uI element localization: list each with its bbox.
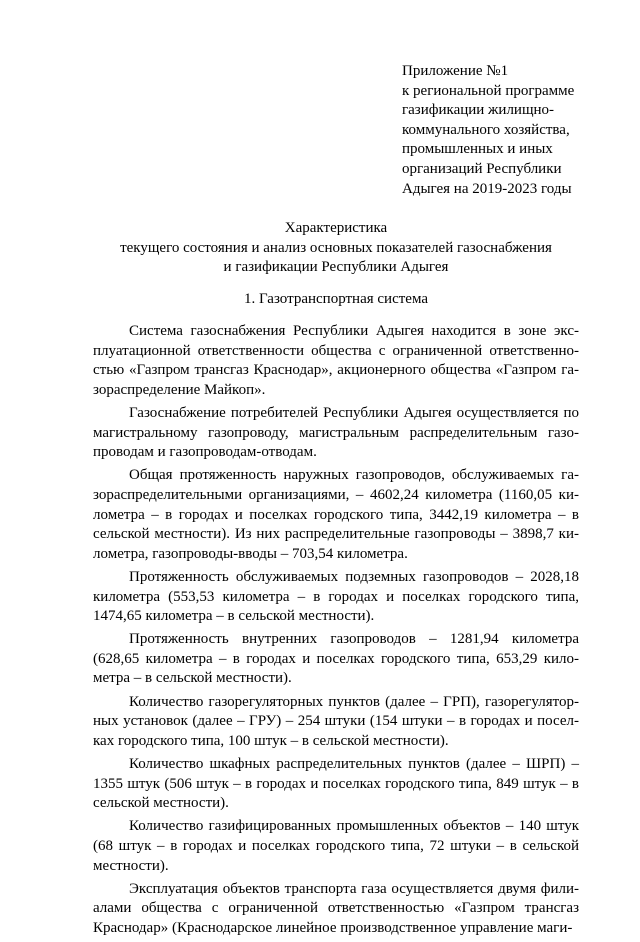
paragraph — [93, 755, 579, 814]
paragraph-line: лометра, газопроводы-вводы – 703,54 километра. — [93, 545, 408, 562]
paragraph-line: Краснодар» (Краснодарское линейное производственное управление маги- — [93, 919, 573, 936]
paragraph — [93, 880, 579, 939]
paragraph-line: зораспределительными организациями, – 4602,24 километра (1160,05 ки- — [93, 486, 579, 503]
appendix-line: Адыгея на 2019-2023 годы — [402, 180, 572, 197]
paragraph-line: километра (553,53 километра – в городах и поселках городского типа, — [93, 588, 579, 605]
paragraph-line: (628,65 километра – в городах и поселках городского типа, 653,29 кило- — [93, 650, 579, 667]
title-line: и газификации Республики Адыгея — [223, 259, 449, 276]
paragraph — [93, 568, 579, 627]
paragraph-line: Количество газорегуляторных пунктов (далее – ГРП), газорегулятор- — [129, 693, 579, 710]
paragraph-line: зораспределение Майкоп». — [93, 381, 266, 398]
paragraph-line: местности). — [93, 857, 169, 874]
title-line: Характеристика — [284, 220, 388, 236]
appendix-line: к региональной программе — [402, 82, 575, 99]
paragraph-line: магистральному газопроводу, магистральным распределительным газо- — [93, 424, 579, 441]
paragraph-line: (68 штук – в городах и поселках городского типа, 72 штуки – в сельской — [93, 838, 579, 854]
paragraph-line: стью «Газпром трансгаз Краснодар», акционерного общества «Газпром га- — [93, 362, 579, 379]
paragraph-line: Газоснабжение потребителей Республики Адыгея осуществляется по — [129, 404, 579, 421]
paragraph-line: Количество газифицированных промышленных объектов – 140 штук — [129, 818, 579, 835]
document-body — [93, 322, 579, 942]
paragraph-line: Протяженность внутренних газопроводов – 1281,94 километра — [129, 631, 579, 648]
appendix-header — [402, 62, 578, 199]
paragraph-line: 1474,65 километра – в сельской местности). — [93, 608, 375, 625]
paragraph — [93, 466, 579, 564]
paragraph-line: метра – в сельской местности). — [93, 670, 292, 687]
paragraph — [93, 693, 579, 752]
appendix-line: промышленных и иных — [402, 141, 553, 158]
appendix-line: коммунального хозяйства, — [402, 121, 570, 138]
paragraph — [93, 630, 579, 689]
paragraph — [93, 404, 579, 463]
paragraph-line: Эксплуатация объектов транспорта газа осуществляется двумя фили- — [129, 880, 579, 897]
paragraph-line: алами общества с ограниченной ответственностью «Газпром трансгаз — [93, 900, 579, 917]
paragraph-line: Общая протяженность наружных газопроводов, обслуживаемых га- — [129, 467, 579, 484]
appendix-line: Приложение №1 — [402, 63, 509, 79]
section-heading: 1. Газотранспортная система — [244, 291, 428, 307]
document-title — [100, 219, 572, 278]
paragraph-line: Протяженность обслуживаемых подземных газопроводов – 2028,18 — [129, 568, 579, 585]
appendix-line: организаций Республики — [402, 160, 562, 177]
paragraph-line: Система газоснабжения Республики Адыгея находится в зоне экс- — [129, 323, 579, 339]
paragraph-line: сельской местности). — [93, 795, 229, 812]
paragraph-line: ках городского типа, 100 штук – в сельской местности). — [93, 732, 449, 749]
paragraph-line: ных установок (далее – ГРУ) – 254 штуки (154 штуки – в городах и посел- — [93, 713, 579, 730]
paragraph-line: лометра – в городах и поселках городского типа, 3442,19 километра – в — [93, 506, 579, 523]
paragraph — [93, 322, 579, 400]
paragraph-line: плуатационной ответственности общества с ограниченной ответственно- — [93, 342, 579, 359]
paragraph-line: сельской местности). Из них распределительные газопроводы – 3898,7 ки- — [93, 526, 579, 543]
paragraph-line: проводам и газопроводам-отводам. — [93, 444, 317, 461]
appendix-line: газификации жилищно- — [402, 102, 555, 119]
title-line: текущего состояния и анализ основных показателей газоснабжения — [120, 239, 552, 256]
paragraph-line: 1355 штук (506 штук – в городах и поселках городского типа, 849 штук – в — [93, 775, 579, 792]
paragraph-line: Количество шкафных распределительных пунктов (далее – ШРП) – — [129, 756, 579, 773]
paragraph — [93, 817, 579, 876]
